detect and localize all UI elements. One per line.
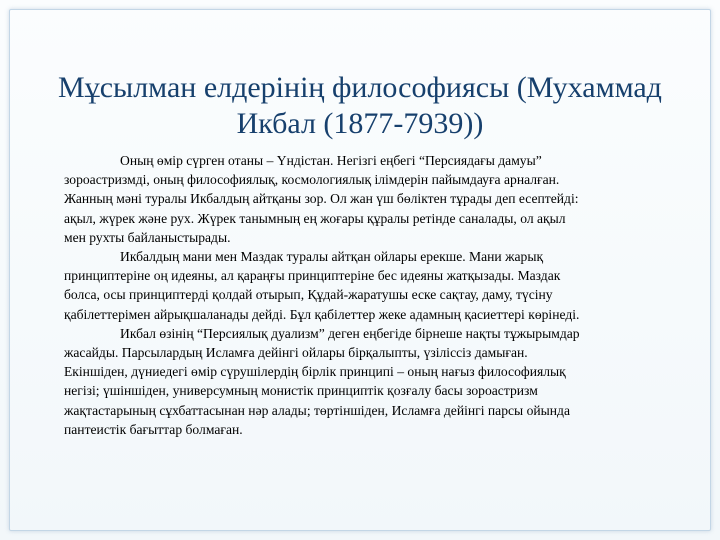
paragraph-1-line-5: мен рухты байланыстырады.: [64, 229, 231, 245]
paragraph-3-line-5: жақтастарының сұхбаттасынан нәр алады; төртіншіден, Исламға дейінгі парсы ойында: [64, 402, 571, 418]
paragraph-1-line-1: Оның өмір сүрген отаны – Үндістан. Негізгі еңбегі “Персиядағы дамуы”: [120, 153, 542, 168]
slide-title: [20, 70, 700, 142]
paragraph-1-line-4: ақыл, жүрек және рух. Жүрек танымның ең жоғары құралы ретінде саналады, ол ақыл: [64, 210, 566, 226]
slide-title-line-1: Мұсылман елдерінің философиясы (Мухаммад: [58, 71, 662, 104]
paragraph-3-line-1: Икбал өзінің “Персиялық дуализм” деген еңбегіде бірнеше нақты тұжырымдар: [120, 325, 580, 341]
paragraph-3-line-6: пантеистік бағыттар болмаған.: [64, 421, 243, 437]
paragraph-2-line-2: принциптеріне оң идеяны, ал қараңғы принциптеріне бес идеяны жатқызады. Маздак: [64, 268, 561, 284]
paragraph-1: [64, 151, 660, 247]
paragraph-3-line-2: жасайды. Парсылардың Исламға дейінгі ойлары бірқалыпты, үзіліссіз дамыған.: [64, 345, 528, 361]
paragraph-1-line-2: зороастризмді, оның философиялық, космологиялық ілімдерін пайымдауға арналған.: [64, 172, 560, 188]
slide-title-line-2: Икбал (1877-7939)): [236, 107, 484, 140]
paragraph-1-line-3: Жанның мәні туралы Икбалдың айтқаны зор. Ол жан үш бөліктен тұрады деп есептейді:: [64, 191, 579, 207]
paragraph-2-line-3: болса, осы принциптерді қолдай отырып, Құдай-жаратушы еске сақтау, даму, түсіну: [64, 287, 553, 303]
paragraph-2: [64, 247, 660, 324]
paragraph-2-line-4: қабілеттерімен айрықшаланады дейді. Бұл қабілеттер жеке адамның қасиеттері көрінеді.: [64, 306, 580, 322]
paragraph-2-line-1: Икбалдың мани мен Маздак туралы айтқан ойлары ерекше. Мани жарық: [120, 249, 544, 265]
paragraph-3-line-4: негізі; үшіншіден, универсумның монистік принциптік қозғалу басы зороастризм: [64, 383, 538, 399]
paragraph-3-line-3: Екіншіден, дүниедегі өмір сүрушілердің бірлік принципі – оның нағыз философиялық: [64, 364, 566, 380]
paragraph-3: [64, 324, 660, 439]
slide-body: [64, 151, 660, 439]
